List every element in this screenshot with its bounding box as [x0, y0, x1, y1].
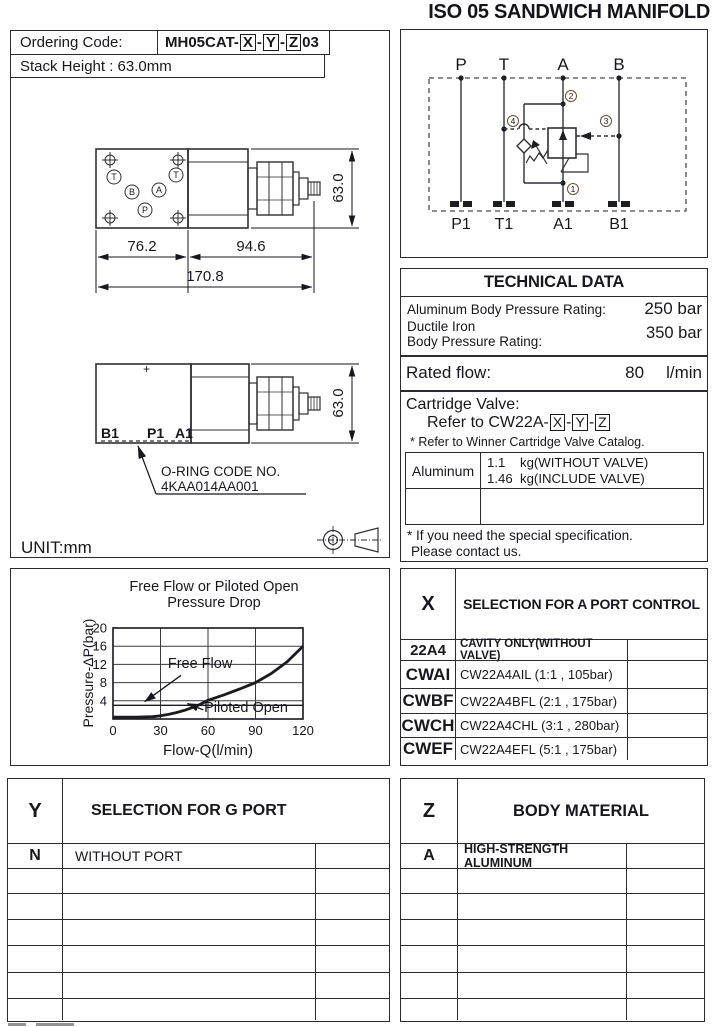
- table-row-empty: [401, 946, 704, 973]
- side-port-label: A1: [175, 425, 193, 441]
- cartridge-valve-label: Cartridge Valve:: [406, 396, 520, 413]
- pressure-rating-label-1: Aluminum Body Pressure Rating:: [407, 302, 606, 317]
- page-title: ISO 05 SANDWICH MANIFOLD: [428, 1, 710, 23]
- table-row: [401, 689, 707, 714]
- top-view-dimensions: [96, 149, 359, 293]
- z-header-label: BODY MATERIAL: [513, 801, 649, 820]
- z-selection-table: [400, 778, 705, 1022]
- ordering-code-value: MH05CAT- X - Y - Z 03: [165, 33, 319, 51]
- plus-mark: +: [143, 362, 151, 376]
- ref-1: 1: [570, 184, 576, 194]
- y-row-code: N: [8, 844, 63, 868]
- schematic-port-t: T: [498, 55, 510, 74]
- ref-4: 4: [510, 116, 516, 126]
- technical-data-panel: [400, 268, 708, 562]
- line-junction-dots: [458, 75, 621, 185]
- x-tick-label: 90: [248, 723, 263, 738]
- y-table-header: [8, 779, 389, 844]
- annotation-arrow: [145, 675, 181, 701]
- schematic-panel: [400, 29, 708, 258]
- table-row: [401, 714, 707, 738]
- chart-y-axis-label: Pressure-ΔP(bar): [80, 618, 96, 728]
- table-row-empty: [401, 999, 704, 1020]
- weight-material: Aluminum: [406, 453, 481, 488]
- table-row-empty: [8, 894, 389, 920]
- table-row-empty: [401, 869, 704, 894]
- dim-width1: 76.2: [127, 238, 157, 255]
- table-row-empty: [401, 920, 704, 946]
- port-label: T: [111, 172, 117, 182]
- cartridge-z-box: Z: [595, 414, 610, 431]
- x-row-desc: CW22A4EFL (5:1 , 175bar): [456, 738, 628, 760]
- y-row-desc: WITHOUT PORT: [63, 844, 316, 868]
- x-row-code: CWEF: [401, 738, 456, 760]
- weight-values: 1.1 kg(WITHOUT VALVE) 1.46 kg(INCLUDE VALVE): [487, 455, 649, 486]
- port-label: A: [155, 185, 163, 195]
- y-header-code: Y: [8, 779, 63, 843]
- table-row-empty: [8, 946, 389, 973]
- divider: [401, 355, 707, 357]
- z-header-code: Z: [401, 779, 458, 843]
- table-row: [401, 738, 707, 760]
- port-label: B: [128, 187, 136, 197]
- dimension-drawings: [11, 31, 388, 556]
- rated-flow-label: Rated flow:: [406, 363, 492, 382]
- schematic-port-a: A: [557, 55, 569, 74]
- weight-row-empty: [406, 489, 703, 524]
- manifold-boundary: [429, 78, 686, 211]
- schematic-port-b1: B1: [609, 216, 629, 233]
- schematic-port-a1: A1: [553, 216, 573, 233]
- chart-title-line1: Free Flow or Piloted Open: [129, 579, 299, 595]
- weight-row: [406, 453, 703, 489]
- unit-label: UNIT:mm: [21, 538, 92, 556]
- x-row-code: 22A4: [401, 640, 456, 660]
- dim-width2: 94.6: [236, 238, 266, 255]
- cartridge-y-box: Y: [572, 414, 587, 431]
- print-artifact: [36, 1023, 74, 1026]
- x-tick-label: 120: [292, 723, 314, 738]
- ref-3: 3: [603, 116, 609, 126]
- side-view-drawing: [96, 364, 320, 443]
- reference-callouts: [508, 91, 612, 195]
- code-z-box: Z: [286, 34, 301, 52]
- x-tick-label: 30: [153, 723, 168, 738]
- x-row-desc: CW22A4AIL (1:1 , 105bar): [456, 661, 628, 688]
- x-row-desc: CAVITY ONLY(WITHOUT VALVE): [456, 640, 628, 660]
- y-tick-label: 20: [92, 620, 107, 636]
- ordering-code-row: [11, 31, 330, 55]
- oring-note-line1: O-RING CODE NO.: [161, 464, 281, 479]
- oring-note-line2: 4KAA014AA001: [161, 479, 259, 494]
- hydraulic-schematic: [401, 30, 706, 256]
- cartridge-note: * Refer to Winner Cartridge Valve Catalog.: [410, 435, 645, 449]
- y-header-label: SELECTION FOR G PORT: [91, 802, 287, 819]
- x-table-header: [401, 569, 707, 640]
- y-tick-label: 4: [99, 693, 107, 709]
- table-row: [401, 661, 707, 689]
- special-spec-note: * If you need the special specification. Please contact us.: [407, 528, 633, 559]
- stack-height-label: Stack Height : 63.0mm: [20, 57, 172, 75]
- cartridge-ref: Refer to CW22A- X - Y - Z: [427, 414, 611, 432]
- weight-table: [405, 452, 704, 525]
- pressure-rating-value-2: 350 bar: [646, 324, 702, 342]
- table-row-empty: [8, 920, 389, 946]
- chart-x-axis-label: Flow-Q(l/min): [163, 742, 253, 759]
- ordering-code-label: Ordering Code:: [11, 31, 158, 54]
- y-tick-label: 16: [92, 638, 107, 654]
- table-row-empty: [8, 973, 389, 999]
- annotation-label: Piloted Open: [204, 700, 288, 717]
- schematic-port-p1: P1: [451, 216, 471, 233]
- dim-total: 170.8: [186, 268, 224, 285]
- x-tick-label: 0: [109, 723, 117, 738]
- x-row-desc: CW22A4CHL (3:1 , 280bar): [456, 714, 628, 737]
- cartridge-x-box: X: [550, 414, 565, 431]
- x-row-code: CWBF: [401, 689, 456, 713]
- pilot-check-valve-symbol: [504, 104, 619, 183]
- ref-2: 2: [568, 91, 574, 101]
- schematic-port-p: P: [455, 55, 467, 74]
- x-row-code: CWAI: [401, 661, 456, 688]
- side-port-label: B1: [101, 425, 119, 441]
- bottom-port-tabs: [450, 201, 630, 207]
- schematic-port-b: B: [613, 55, 625, 74]
- x-header-code: X: [401, 569, 456, 639]
- rated-flow-value: 80 l/min: [625, 363, 702, 382]
- y-selection-table: [7, 778, 390, 1022]
- x-selection-table: [400, 568, 708, 766]
- schematic-arrowheads: [531, 130, 591, 149]
- port-label: T: [173, 170, 179, 180]
- divider: [401, 390, 707, 392]
- z-table-header: [401, 779, 704, 844]
- print-artifact: [8, 1023, 26, 1026]
- x-row-code: CWCH: [401, 714, 456, 737]
- pressure-rating-value-1: 250 bar: [644, 299, 702, 318]
- y-tick-label: 8: [99, 675, 107, 691]
- z-row-desc: HIGH-STRENGTH ALUMINUM: [458, 844, 627, 868]
- dim-height-side: 63.0: [330, 388, 347, 418]
- pressure-drop-chart-panel: [10, 568, 390, 766]
- drawing-panel: [10, 30, 390, 558]
- table-row-empty: [401, 973, 704, 999]
- pressure-drop-chart: [11, 569, 388, 764]
- side-port-label: P1: [147, 425, 165, 441]
- code-y-box: Y: [263, 34, 279, 52]
- annotation-label: Free Flow: [167, 656, 233, 673]
- port-label: P: [141, 205, 149, 215]
- technical-data-title: TECHNICAL DATA: [401, 269, 707, 297]
- table-row-empty: [401, 894, 704, 920]
- pressure-rating-label-2b: Body Pressure Rating:: [407, 334, 543, 349]
- table-row: [401, 844, 704, 869]
- schematic-port-t1: T1: [494, 216, 514, 233]
- table-row: [8, 844, 389, 869]
- table-row-empty: [8, 999, 389, 1020]
- y-tick-label: 12: [92, 656, 107, 672]
- x-tick-label: 60: [200, 723, 216, 738]
- table-row-empty: [8, 869, 389, 894]
- pressure-rating-label-2a: Ductile Iron: [407, 319, 476, 334]
- x-row-desc: CW22A4BFL (2:1 , 175bar): [456, 689, 628, 713]
- projection-symbol-icon: [317, 526, 383, 554]
- table-row: [401, 640, 707, 661]
- top-view-port-labels: [107, 168, 183, 217]
- z-row-code: A: [401, 844, 458, 868]
- x-header-label: SELECTION FOR A PORT CONTROL: [463, 596, 700, 612]
- dim-height-top: 63.0: [330, 173, 347, 203]
- chart-title-line2: Pressure Drop: [167, 595, 261, 611]
- stack-height-row: [11, 55, 325, 78]
- code-x-box: X: [240, 34, 256, 52]
